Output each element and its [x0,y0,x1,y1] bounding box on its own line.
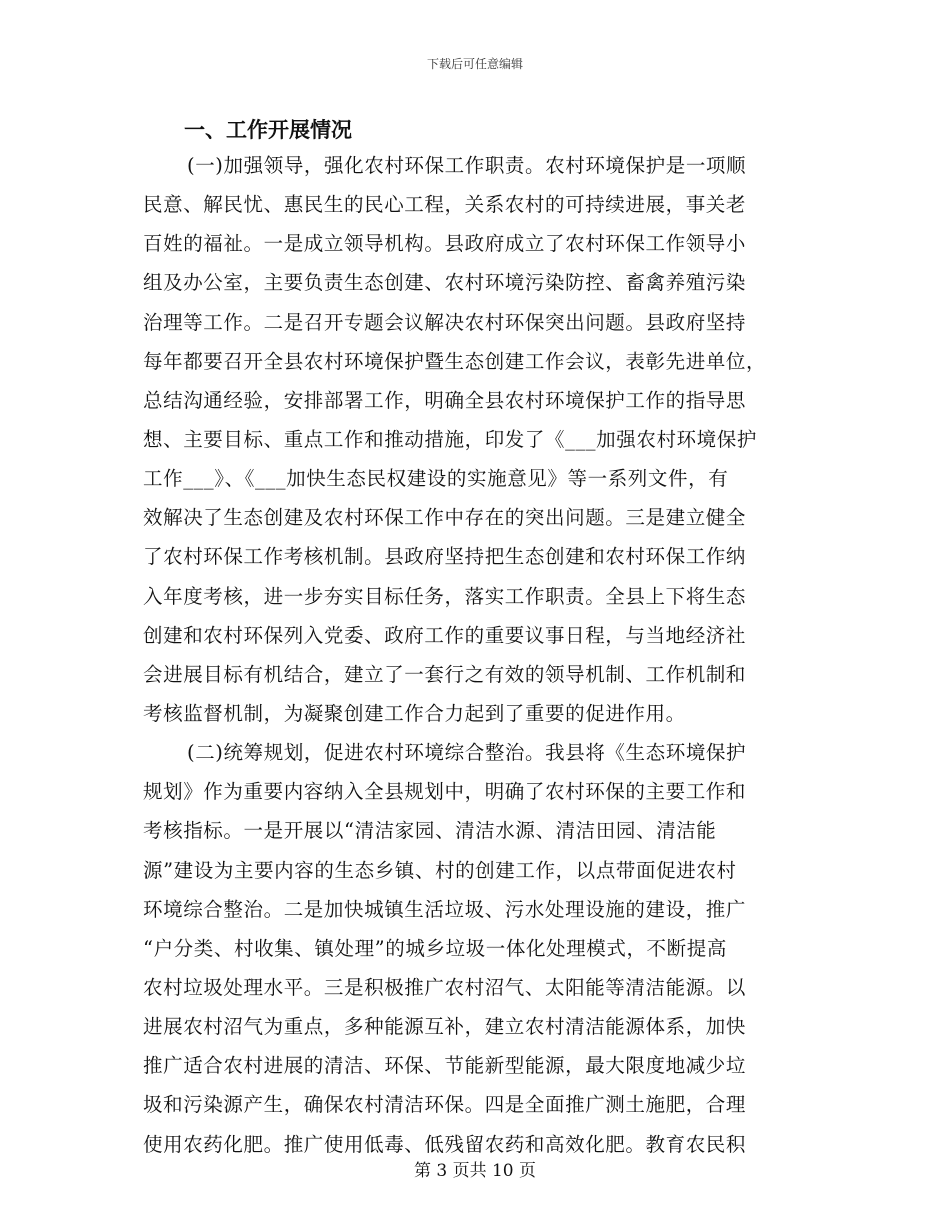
section-heading: 一、工作开展情况 [184,117,352,142]
paragraph-line: 民意、解民忧、惠民生的民心工程，关系农村的可持续进展，事关老 [143,193,747,217]
paragraph-line: 考核指标。一是开展以“清洁家园、清洁水源、清洁田园、清洁能 [143,819,717,843]
paragraph-line: (一)加强领导，强化农村环保工作职责。农村环境保护是一项顺 [187,154,747,177]
paragraph-line: 百姓的福祉。一是成立领导机构。县政府成立了农村环保工作领导小 [143,232,747,256]
paragraph-line: 规划》作为重要内容纳入全县规划中，明确了农村环保的主要工作和 [143,780,747,804]
paragraph-line: 想、主要目标、重点工作和推动措施，印发了《___加强农村环境保护 [143,427,757,451]
paragraph-line: 农村垃圾处理水平。三是积极推广农村沼气、太阳能等清洁能源。以 [143,975,747,999]
paragraph-line: 环境综合整治。二是加快城镇生活垃圾、污水处理设施的建设，推广 [143,897,747,921]
paragraph-line: 创建和农村环保列入党委、政府工作的重要议事日程，与当地经济社 [143,623,747,647]
document-body [143,146,803,1164]
paragraph-line: 治理等工作。二是召开专题会议解决农村环保突出问题。县政府坚持 [143,310,747,334]
paragraph-line: (二)统筹规划，促进农村环境综合整治。我县将《生态环境保护 [187,741,747,765]
paragraph-line: 入年度考核，进一步夯实目标任务，落实工作职责。全县上下将生态 [143,584,747,608]
paragraph-line: 进展农村沼气为重点，多种能源互补，建立农村清洁能源体系，加快 [143,1015,747,1039]
paragraph-line: 源”建设为主要内容的生态乡镇、村的创建工作，以点带面促进农村 [143,858,737,882]
paragraph-line: 工作___》、《___加快生态民权建设的实施意见》等一系列文件，有 [143,467,729,491]
paragraph-line: 使用农药化肥。推广使用低毒、低残留农药和高效化肥。教育农民积 [143,1132,747,1156]
paragraph-line: 总结沟通经验，安排部署工作，明确全县农村环境保护工作的指导思 [143,388,747,412]
paragraph-line: 了农村环保工作考核机制。县政府坚持把生态创建和农村环保工作纳 [143,545,747,569]
paragraph-line: 圾和污染源产生，确保农村清洁环保。四是全面推广测土施肥，合理 [143,1093,747,1117]
page-header-note: 下载后可任意编辑 [426,57,523,71]
paragraph-line: 组及办公室，主要负责生态创建、农村环境污染防控、畜禽养殖污染 [143,271,747,295]
paragraph-line: “户分类、村收集、镇处理”的城乡垃圾一体化处理模式，不断提高 [143,936,727,960]
paragraph-line: 每年都要召开全县农村环境保护暨生态创建工作会议，表彰先进单位， [143,349,767,373]
paragraph-line: 效解决了生态创建及农村环保工作中存在的突出问题。三是建立健全 [143,506,747,530]
paragraph-line: 会进展目标有机结合，建立了一套行之有效的领导机制、工作机制和 [143,662,747,686]
page-number-footer: 第 3 页共 10 页 [413,1161,537,1181]
paragraph-line: 考核监督机制，为凝聚创建工作合力起到了重要的促进作用。 [143,701,686,725]
paragraph-line: 推广适合农村进展的清洁、环保、节能新型能源，最大限度地减少垃 [143,1054,747,1078]
